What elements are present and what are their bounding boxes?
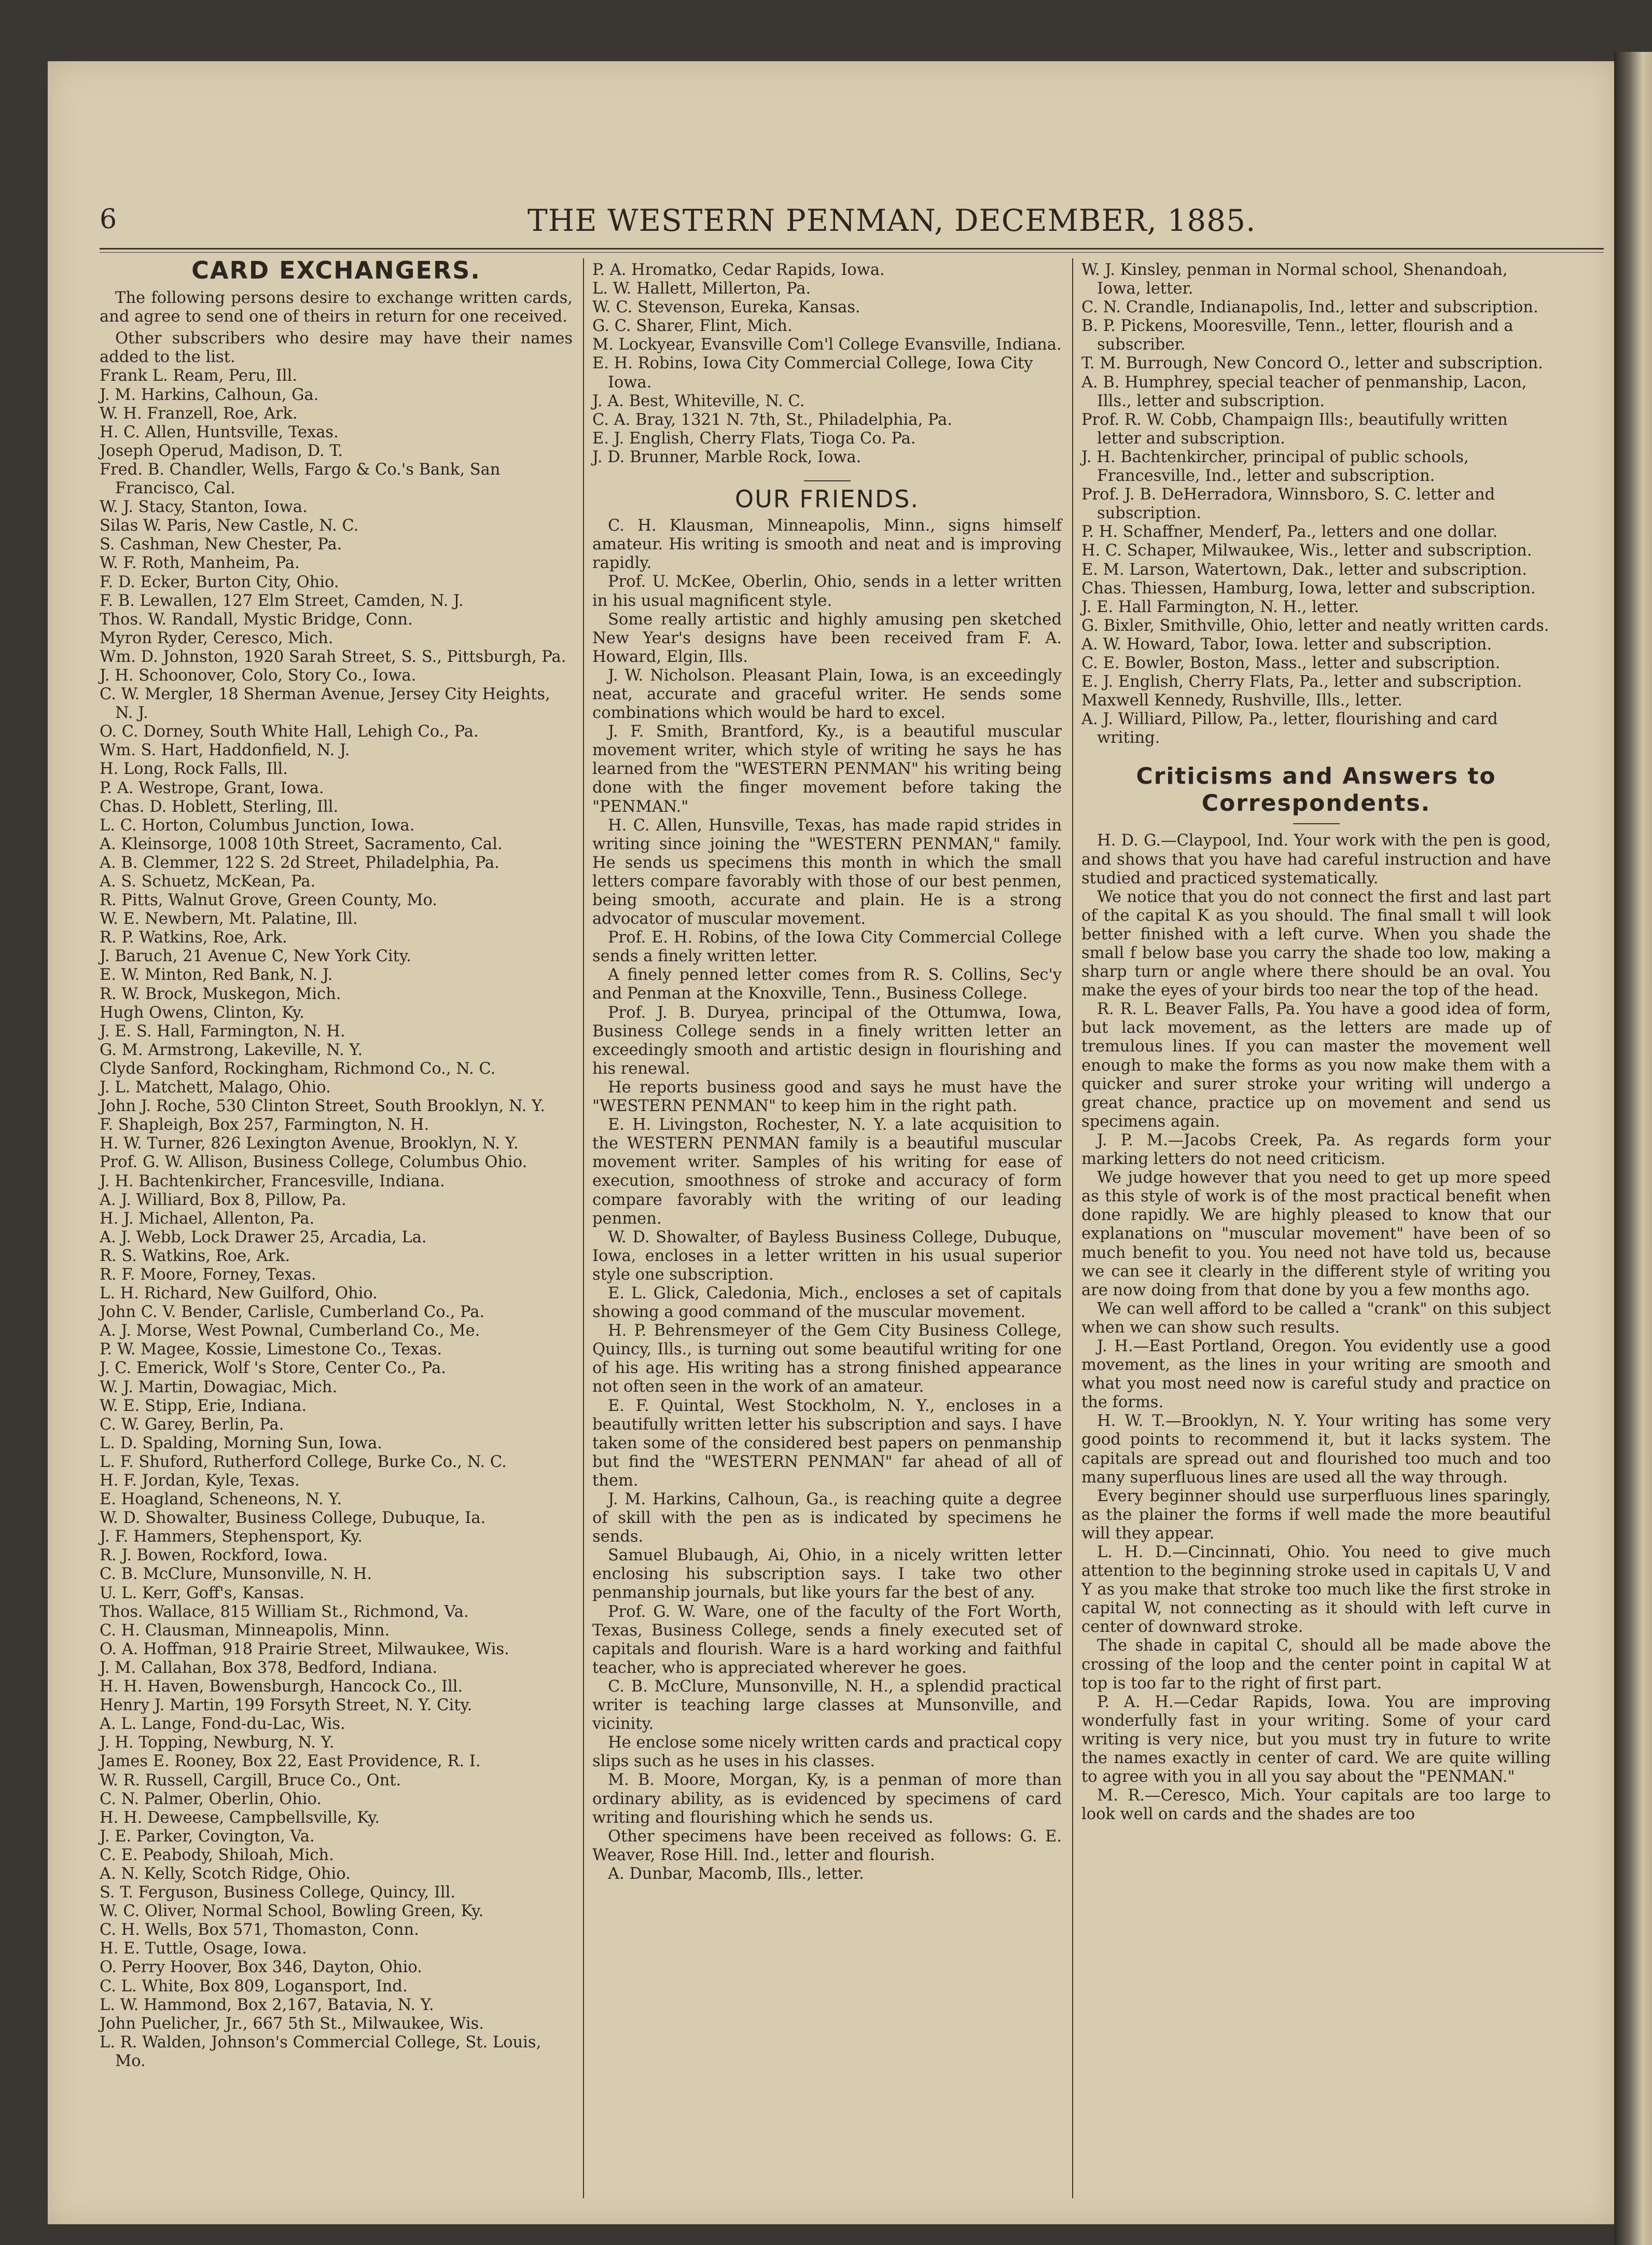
card-exchanger-entry: G. C. Sharer, Flint, Mich. xyxy=(592,317,793,336)
friends-paragraph: H. P. Behrensmeyer of the Gem City Business College, Quincy, Ills., is turning out some beautiful writing for one of his age. His writing has a strong finished appearance not often seen in the work of an amateur. xyxy=(592,1322,1062,1396)
specimen-entry: J. H. Bachtenkircher, principal of public schools, Francesville, Ind., letter and subscription. xyxy=(1081,448,1469,486)
card-exchanger-entry: J. H. Schoonover, Colo, Story Co., Iowa. xyxy=(100,666,417,685)
card-exchanger-entry: C. E. Peabody, Shiloah, Mich. xyxy=(100,1846,334,1864)
criticisms-heading: Criticisms and Answers to Correspondents. xyxy=(1136,763,1496,817)
friends-paragraph: Samuel Blubaugh, Ai, Ohio, in a nicely written letter enclosing his subscription says. I take two other penmanship journals, but like yours far the best of any. xyxy=(592,1546,1062,1602)
header-rule xyxy=(100,248,1604,250)
card-exchanger-entry: U. L. Kerr, Goff's, Kansas. xyxy=(100,1584,304,1602)
header-rule-thin xyxy=(100,252,1604,253)
card-exchanger-entry: Thos. Wallace, 815 William St., Richmond, Va. xyxy=(100,1602,469,1621)
specimen-entry: A. J. Williard, Pillow, Pa., letter, flourishing and card writing. xyxy=(1081,710,1498,747)
card-exchanger-entry: Clyde Sanford, Rockingham, Richmond Co., N. C. xyxy=(100,1059,496,1078)
card-exchanger-entry: J. H. Bachtenkircher, Francesville, Indiana. xyxy=(100,1172,445,1190)
card-exchanger-entry: S. Cashman, New Chester, Pa. xyxy=(100,535,342,554)
card-exchanger-entry: Silas W. Paris, New Castle, N. C. xyxy=(100,517,359,535)
card-exchanger-entry: C. N. Palmer, Oberlin, Ohio. xyxy=(100,1790,322,1808)
card-exchanger-entry: Hugh Owens, Clinton, Ky. xyxy=(100,1003,304,1022)
friends-paragraph: E. L. Glick, Caledonia, Mich., encloses a set of capitals showing a good command of the muscular movement. xyxy=(592,1284,1062,1322)
card-exchanger-entry: Chas. D. Hoblett, Sterling, Ill. xyxy=(100,797,339,816)
card-exchanger-entry: Wm. D. Johnston, 1920 Sarah Street, S. S., Pittsburgh, Pa. xyxy=(100,647,566,666)
friends-paragraph: J. F. Smith, Brantford, Ky., is a beautiful muscular movement writer, which style of writing he says he has learned from the "WESTERN PENMAN" his writing being done with the finger movement before taking the "PENMAN." xyxy=(592,723,1062,816)
card-exchanger-entry: L. C. Horton, Columbus Junction, Iowa. xyxy=(100,816,415,835)
friends-paragraph: M. B. Moore, Morgan, Ky, is a penman of more than ordinary ability, as is evidenced by specimens of card writing and flourishing which he sends us. xyxy=(592,1771,1062,1827)
criticism-paragraph: P. A. H.—Cedar Rapids, Iowa. You are improving wonderfully fast in your writing. Some of your card writing is very nice, but you must try in future to write the names exactly in center of card. We are quite willing to agree with you in all you say about the "PENMAN." xyxy=(1081,1693,1551,1786)
specimens-received-list xyxy=(1081,261,1551,747)
card-exchanger-entry: L. W. Hallett, Millerton, Pa. xyxy=(592,280,811,298)
criticism-paragraph: R. R. L. Beaver Falls, Pa. You have a good idea of form, but lack movement, as the letters are made up of tremulous lines. If you can master the movement well enough to make the forms as you now make them with a quicker and surer stroke your writing will undergo a great chance, practice up on movement and send us specimens again. xyxy=(1081,1000,1551,1131)
card-exchanger-entry: John C. V. Bender, Carlisle, Cumberland Co., Pa. xyxy=(100,1303,485,1322)
specimen-entry: Maxwell Kennedy, Rushville, Ills., letter. xyxy=(1081,691,1403,710)
criticism-paragraph: J. P. M.—Jacobs Creek, Pa. As regards form your marking letters do not need criticism. xyxy=(1081,1131,1551,1169)
card-exchanger-entry: J. M. Harkins, Calhoun, Ga. xyxy=(100,385,319,404)
specimen-entry: C. E. Bowler, Boston, Mass., letter and subscription. xyxy=(1081,654,1501,672)
card-exchanger-entry: E. J. English, Cherry Flats, Tioga Co. Pa. xyxy=(592,429,916,448)
column-2 xyxy=(592,261,1062,1883)
card-exchanger-entry: C. A. Bray, 1321 N. 7th, St., Philadelphia, Pa. xyxy=(592,410,952,429)
card-exchanger-entry: R. Pitts, Walnut Grove, Green County, Mo. xyxy=(100,891,437,910)
card-exchanger-entry: P. A. Westrope, Grant, Iowa. xyxy=(100,779,324,797)
specimen-entry: J. E. Hall Farmington, N. H., letter. xyxy=(1081,598,1359,616)
card-exchanger-entry: A. J. Williard, Box 8, Pillow, Pa. xyxy=(100,1190,346,1209)
card-exchanger-entry: James E. Rooney, Box 22, East Providence, R. I. xyxy=(100,1752,481,1771)
specimen-entry: A. W. Howard, Tabor, Iowa. letter and subscription. xyxy=(1081,635,1492,654)
criticism-paragraph: H. W. T.—Brooklyn, N. Y. Your writing has some very good points to recommend it, but it lacks system. The capitals are spread out and flourished too much and too many superfluous lines are used all the way through. xyxy=(1081,1412,1551,1487)
friends-paragraph: E. H. Livingston, Rochester, N. Y. a late acquisition to the WESTERN PENMAN family is a beautiful muscular movement writer. Samples of his writing for ease of execution, smoothness of stroke and accuracy of form compare favorably with the writing of our leading penmen. xyxy=(592,1116,1062,1228)
card-exchanger-entry: C. W. Garey, Berlin, Pa. xyxy=(100,1415,284,1434)
card-exchanger-entry: A. S. Schuetz, McKean, Pa. xyxy=(100,872,316,891)
specimen-entry: T. M. Burrough, New Concord O., letter and subscription. xyxy=(1081,354,1543,373)
newspaper-page xyxy=(48,61,1614,2224)
card-exchanger-entry: L. R. Walden, Johnson's Commercial College, St. Louis, Mo. xyxy=(100,2033,542,2070)
specimen-entry: Prof. R. W. Cobb, Champaign Ills:, beautifully written letter and subscription. xyxy=(1081,410,1508,448)
friends-paragraph: Prof. U. McKee, Oberlin, Ohio, sends in a letter written in his usual magnificent style. xyxy=(592,573,1062,610)
friends-paragraph: J. M. Harkins, Calhoun, Ga., is reaching quite a degree of skill with the pen as is indicated by specimens he sends. xyxy=(592,1490,1062,1546)
criticism-paragraph: L. H. D.—Cincinnati, Ohio. You need to give much attention to the beginning stroke used in capitals U, V and Y as you make that stroke too much like the first stroke in capital W, not connecting as it should with left curve in center of downward stroke. xyxy=(1081,1543,1551,1637)
card-exchanger-entry: R. S. Watkins, Roe, Ark. xyxy=(100,1246,290,1265)
card-exchanger-entry: L. W. Hammond, Box 2,167, Batavia, N. Y. xyxy=(100,1995,434,2014)
friends-paragraph: C. H. Klausman, Minneapolis, Minn., signs himself amateur. His writing is smooth and neat and is improving rapidly. xyxy=(592,517,1062,573)
card-exchanger-entry: J. Baruch, 21 Avenue C, New York City. xyxy=(100,947,411,966)
card-exchanger-entry: C. H. Wells, Box 571, Thomaston, Conn. xyxy=(100,1921,419,1939)
criticism-paragraph: Every beginner should use surperfluous lines sparingly, as the plainer the forms if well made the more beautiful will they appear. xyxy=(1081,1487,1551,1543)
card-exchangers-intro: The following persons desire to exchange written cards, and agree to send one of theirs in return for one received. xyxy=(100,289,573,326)
friends-paragraph: J. W. Nicholson. Pleasant Plain, Iowa, is an exceedingly neat, accurate and graceful writer. He sends some combinations which would be hard to excel. xyxy=(592,666,1062,723)
card-exchanger-entry: A. B. Clemmer, 122 S. 2d Street, Philadelphia, Pa. xyxy=(100,853,499,872)
card-exchanger-entry: W. C. Stevenson, Eureka, Kansas. xyxy=(592,298,860,317)
card-exchanger-entry: C. H. Clausman, Minneapolis, Minn. xyxy=(100,1621,390,1640)
card-exchangers-heading: CARD EXCHANGERS. xyxy=(191,256,481,284)
friends-paragraph: C. B. McClure, Munsonville, N. H., a splendid practical writer is teaching large classes at Munsonville, and vicinity. xyxy=(592,1677,1062,1734)
card-exchanger-entry: W. D. Showalter, Business College, Dubuque, Ia. xyxy=(100,1509,486,1528)
card-exchanger-entry: H. Long, Rock Falls, Ill. xyxy=(100,760,288,779)
friends-paragraph: E. F. Quintal, West Stockholm, N. Y., encloses in a beautifully written letter his subscription and says. I have taken some of the considered best papers on penmanship but find the "WESTERN PENMAN" far ahead of all of them. xyxy=(592,1396,1062,1490)
page-header xyxy=(48,193,1614,251)
specimen-entry: P. H. Schaffner, Menderf, Pa., letters and one dollar. xyxy=(1081,523,1498,542)
card-exchanger-entry: E. Hoagland, Scheneons, N. Y. xyxy=(100,1490,342,1509)
card-exchanger-entry: F. B. Lewallen, 127 Elm Street, Camden, N. J. xyxy=(100,591,464,610)
card-exchanger-entry: Fred. B. Chandler, Wells, Fargo & Co.'s Bank, San Francisco, Cal. xyxy=(100,460,501,498)
friends-paragraph: W. D. Showalter, of Bayless Business College, Dubuque, Iowa, encloses in a letter written in his usual superior style one subscription. xyxy=(592,1228,1062,1284)
card-exchanger-entry: P. A. Hromatko, Cedar Rapids, Iowa. xyxy=(592,261,885,279)
card-exchanger-entry: C. L. White, Box 809, Logansport, Ind. xyxy=(100,1977,408,1995)
specimen-entry: H. C. Schaper, Milwaukee, Wis., letter and subscription. xyxy=(1081,542,1532,560)
card-exchanger-entry: H. E. Tuttle, Osage, Iowa. xyxy=(100,1939,307,1958)
specimen-entry: A. B. Humphrey, special teacher of penmanship, Lacon, Ills., letter and subscription. xyxy=(1081,373,1527,410)
card-exchanger-entry: A. N. Kelly, Scotch Ridge, Ohio. xyxy=(100,1864,351,1883)
card-exchanger-entry: L. H. Richard, New Guilford, Ohio. xyxy=(100,1284,378,1303)
card-exchanger-entry: M. Lockyear, Evansville Com'l College Evansville, Indiana. xyxy=(592,336,1062,354)
friends-paragraph: He enclose some nicely written cards and practical copy slips such as he uses in his classes. xyxy=(592,1734,1062,1771)
card-exchangers-list xyxy=(100,367,573,2071)
friends-paragraph: Prof. G. W. Ware, one of the faculty of the Fort Worth, Texas, Business College, sends a finely executed set of capitals and flourish. Ware is a hard working and faithful teacher, who is appreciated wherever he goes. xyxy=(592,1602,1062,1677)
card-exchanger-entry: R. W. Brock, Muskegon, Mich. xyxy=(100,985,341,1003)
card-exchanger-entry: A. J. Webb, Lock Drawer 25, Arcadia, La. xyxy=(100,1228,427,1246)
specimen-entry: E. M. Larson, Watertown, Dak., letter and subscription. xyxy=(1081,560,1527,579)
card-exchanger-entry: W. C. Oliver, Normal School, Bowling Green, Ky. xyxy=(100,1902,484,1921)
card-exchanger-entry: J. L. Matchett, Malago, Ohio. xyxy=(100,1078,331,1097)
card-exchanger-entry: A. J. Morse, West Pownal, Cumberland Co., Me. xyxy=(100,1322,480,1340)
card-exchanger-entry: Wm. S. Hart, Haddonfield, N. J. xyxy=(100,741,350,760)
card-exchanger-entry: H. F. Jordan, Kyle, Texas. xyxy=(100,1472,300,1490)
card-exchanger-entry: John Puelicher, Jr., 667 5th St., Milwaukee, Wis. xyxy=(100,2014,484,2033)
card-exchanger-entry: O. C. Dorney, South White Hall, Lehigh Co., Pa. xyxy=(100,723,479,741)
card-exchanger-entry: L. F. Shuford, Rutherford College, Burke Co., N. C. xyxy=(100,1452,507,1471)
card-exchanger-entry: J. E. S. Hall, Farmington, N. H. xyxy=(100,1022,345,1041)
our-friends-heading: OUR FRIENDS. xyxy=(734,485,920,514)
card-exchanger-entry: John J. Roche, 530 Clinton Street, South Brooklyn, N. Y. xyxy=(100,1097,545,1116)
friends-paragraph: Prof. J. B. Duryea, principal of the Ottumwa, Iowa, Business College sends in a finely written letter an exceedingly smooth and artistic design in flourishing and his renewal. xyxy=(592,1003,1062,1078)
criticisms-paragraphs xyxy=(1081,832,1551,1824)
our-friends-paragraphs xyxy=(592,517,1062,1883)
friends-paragraph: Other specimens have been received as follows: G. E. Weaver, Rose Hill. Ind., letter and flourish. xyxy=(592,1827,1062,1864)
column-rule-2 xyxy=(1072,258,1073,2198)
friends-paragraph: A finely penned letter comes from R. S. Collins, Sec'y and Penman at the Knoxville, Tenn., Business College. xyxy=(592,966,1062,1003)
masthead-title: THE WESTERN PENMAN, DECEMBER, 1885. xyxy=(527,203,1256,238)
card-exchanger-entry: W. E. Newbern, Mt. Palatine, Ill. xyxy=(100,910,358,929)
criticism-paragraph: H. D. G.—Claypool, Ind. Your work with the pen is good, and shows that you have had careful instruction and have studied and practiced systematically. xyxy=(1081,832,1551,888)
card-exchanger-entry: C. W. Mergler, 18 Sherman Avenue, Jersey City Heights, N. J. xyxy=(100,685,550,723)
card-exchanger-entry: W. J. Martin, Dowagiac, Mich. xyxy=(100,1378,338,1396)
card-exchanger-entry: H. W. Turner, 826 Lexington Avenue, Brooklyn, N. Y. xyxy=(100,1134,519,1153)
column-3 xyxy=(1081,261,1551,1824)
book-spine xyxy=(1614,52,1652,2245)
card-exchanger-entry: J. H. Topping, Newburg, N. Y. xyxy=(100,1734,335,1752)
card-exchanger-entry: E. H. Robins, Iowa City Commercial College, Iowa City Iowa. xyxy=(592,354,1033,392)
card-exchanger-entry: F. D. Ecker, Burton City, Ohio. xyxy=(100,573,339,591)
criticisms-divider xyxy=(1293,823,1340,824)
card-exchanger-entry: O. Perry Hoover, Box 346, Dayton, Ohio. xyxy=(100,1958,422,1977)
specimen-entry: W. J. Kinsley, penman in Normal school, Shenandoah, Iowa, letter. xyxy=(1081,261,1508,298)
card-exchanger-entry: J. E. Parker, Covington, Va. xyxy=(100,1827,315,1846)
card-exchanger-entry: R. F. Moore, Forney, Texas. xyxy=(100,1265,316,1284)
card-exchanger-entry: W. F. Roth, Manheim, Pa. xyxy=(100,554,300,573)
card-exchanger-entry: H. H. Haven, Bowensburgh, Hancock Co., Ill. xyxy=(100,1678,463,1696)
friends-paragraph: He reports business good and says he must have the "WESTERN PENMAN" to keep him in the right path. xyxy=(592,1078,1062,1116)
criticism-paragraph: M. R.—Ceresco, Mich. Your capitals are too large to look well on cards and the shades are too xyxy=(1081,1786,1551,1824)
specimen-entry: G. Bixler, Smithville, Ohio, letter and neatly written cards. xyxy=(1081,616,1549,635)
criticism-paragraph: J. H.—East Portland, Oregon. You evidently use a good movement, as the lines in your writing are smooth and what you most need now is careful study and practice on the forms. xyxy=(1081,1337,1551,1412)
card-exchanger-entry: C. B. McClure, Munsonville, N. H. xyxy=(100,1565,372,1584)
card-exchanger-entry: J. F. Hammers, Stephensport, Ky. xyxy=(100,1528,363,1546)
friends-paragraph: H. C. Allen, Hunsville, Texas, has made rapid strides in writing since joining the "WESTERN PENMAN," family. He sends us specimens this month in which the small letters compare favorably with those of our best penmen, being smooth, accurate and plain. He is a strong advocator of muscular movement. xyxy=(592,816,1062,929)
criticism-paragraph: We notice that you do not connect the first and last part of the capital K as you should. The final small t will look better finished with a left curve. When you shade the small f below base you carry the shade too low, making a sharp turn or angle where there should be an oval. You make the eyes of your birds too near the top of the head. xyxy=(1081,888,1551,1000)
card-exchanger-entry: G. M. Armstrong, Lakeville, N. Y. xyxy=(100,1041,363,1059)
card-exchanger-entry: J. A. Best, Whiteville, N. C. xyxy=(592,392,805,410)
card-exchanger-entry: Henry J. Martin, 199 Forsyth Street, N. Y. City. xyxy=(100,1696,473,1715)
card-exchanger-entry: A. L. Lange, Fond-du-Lac, Wis. xyxy=(100,1715,345,1734)
card-exchanger-entry: Frank L. Ream, Peru, Ill. xyxy=(100,367,297,385)
card-exchanger-entry: E. W. Minton, Red Bank, N. J. xyxy=(100,966,333,985)
criticism-paragraph: We can well afford to be called a "crank" on this subject when we can show such results. xyxy=(1081,1299,1551,1337)
card-exchanger-entry: R. J. Bowen, Rockford, Iowa. xyxy=(100,1546,328,1565)
specimen-entry: C. N. Crandle, Indianapolis, Ind., letter and subscription. xyxy=(1081,298,1538,317)
section-divider xyxy=(804,480,851,481)
friends-paragraph: A. Dunbar, Macomb, Ills., letter. xyxy=(608,1864,864,1883)
friends-paragraph: Prof. E. H. Robins, of the Iowa City Commercial College sends a finely written letter. xyxy=(592,929,1062,966)
card-exchanger-entry: J. M. Callahan, Box 378, Bedford, Indiana. xyxy=(100,1658,438,1677)
card-exchanger-entry: H. H. Deweese, Campbellsville, Ky. xyxy=(100,1808,380,1827)
card-exchanger-entry: F. Shapleigh, Box 257, Farmington, N. H. xyxy=(100,1116,429,1134)
card-exchanger-entry: Prof. G. W. Allison, Business College, Columbus Ohio. xyxy=(100,1153,527,1172)
card-exchanger-entry: Thos. W. Randall, Mystic Bridge, Conn. xyxy=(100,610,413,629)
criticism-paragraph: We judge however that you need to get up more speed as this style of work is of the most practical benefit when done rapidly. We are highly pleased to know that our explanations on "muscular movement" have been of so much benefit to you. You need not have told us, because we can see it clearly in the different style of writing you are now doing from that done by you a few months ago. xyxy=(1081,1169,1551,1299)
friends-paragraph: Some really artistic and highly amusing pen sketched New Year's designs have been received fram F. A. Howard, Elgin, Ills. xyxy=(592,610,1062,666)
card-exchanger-entry: H. J. Michael, Allenton, Pa. xyxy=(100,1209,315,1228)
specimen-entry: Chas. Thiessen, Hamburg, Iowa, letter and subscription. xyxy=(1081,579,1536,598)
criticism-paragraph: The shade in capital C, should all be made above the crossing of the loop and the center point in capital W at top is too far to the right of first part. xyxy=(1081,1637,1551,1693)
column-rule-1 xyxy=(583,258,584,2198)
card-exchanger-entry: P. W. Magee, Kossie, Limestone Co., Texas. xyxy=(100,1340,442,1359)
exchangers-list-continued xyxy=(592,261,1062,467)
card-exchanger-entry: A. Kleinsorge, 1008 10th Street, Sacramento, Cal. xyxy=(100,835,503,853)
card-exchanger-entry: W. J. Stacy, Stanton, Iowa. xyxy=(100,498,308,517)
card-exchangers-intro-2: Other subscribers who desire may have their names added to the list. xyxy=(100,329,573,367)
page-number: 6 xyxy=(100,204,117,235)
card-exchanger-entry: S. T. Ferguson, Business College, Quincy, Ill. xyxy=(100,1883,456,1902)
specimen-entry: Prof. J. B. DeHerradora, Winnsboro, S. C. letter and subscription. xyxy=(1081,486,1495,523)
card-exchanger-entry: O. A. Hoffman, 918 Prairie Street, Milwaukee, Wis. xyxy=(100,1640,509,1658)
card-exchanger-entry: H. C. Allen, Huntsville, Texas. xyxy=(100,423,339,441)
card-exchanger-entry: W. R. Russell, Cargill, Bruce Co., Ont. xyxy=(100,1771,401,1790)
card-exchanger-entry: R. P. Watkins, Roe, Ark. xyxy=(100,929,287,947)
card-exchanger-entry: L. D. Spalding, Morning Sun, Iowa. xyxy=(100,1434,382,1452)
specimen-entry: E. J. English, Cherry Flats, Pa., letter and subscription. xyxy=(1081,673,1522,691)
card-exchanger-entry: J. D. Brunner, Marble Rock, Iowa. xyxy=(592,448,862,466)
column-1 xyxy=(100,256,573,2071)
card-exchanger-entry: J. C. Emerick, Wolf 's Store, Center Co., Pa. xyxy=(100,1359,446,1378)
card-exchanger-entry: Joseph Operud, Madison, D. T. xyxy=(100,441,343,460)
specimen-entry: B. P. Pickens, Mooresville, Tenn., letter, flourish and a subscriber. xyxy=(1081,317,1514,354)
card-exchanger-entry: W. E. Stipp, Erie, Indiana. xyxy=(100,1396,307,1415)
card-exchanger-entry: Myron Ryder, Ceresco, Mich. xyxy=(100,629,334,647)
card-exchanger-entry: W. H. Franzell, Roe, Ark. xyxy=(100,404,298,423)
